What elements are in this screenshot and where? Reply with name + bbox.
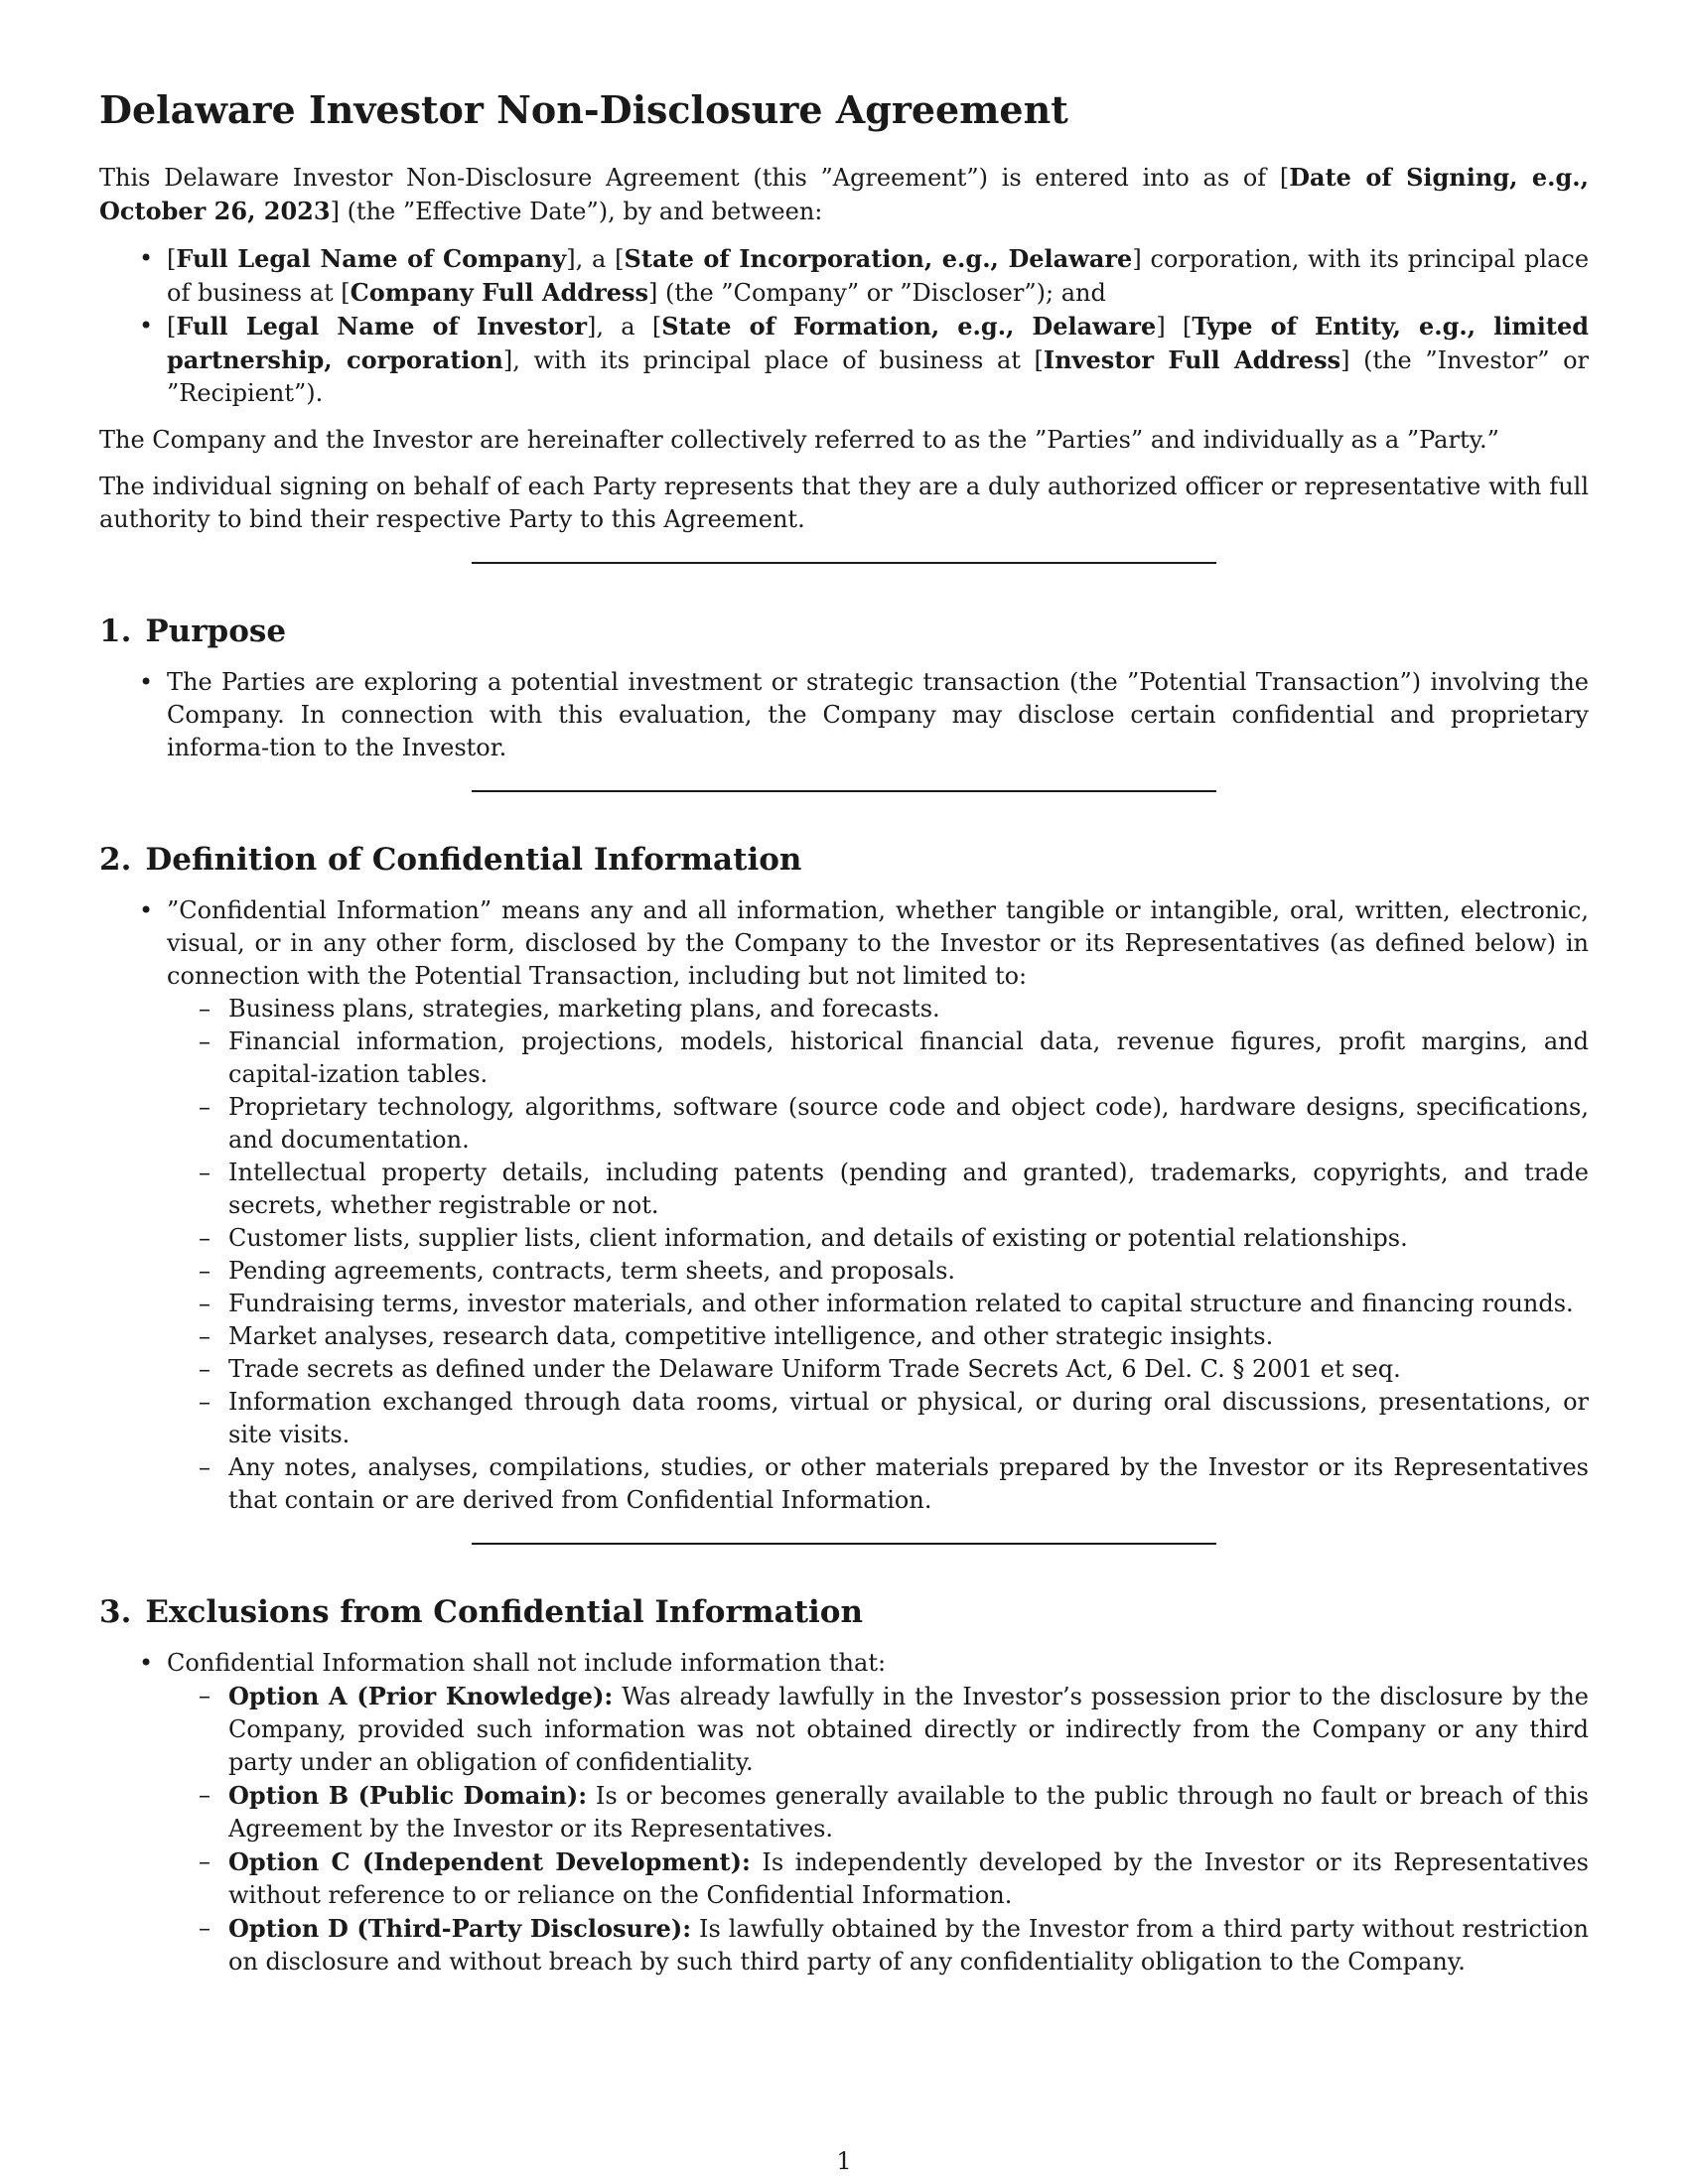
list-item: – Option C (Independent Development): Is independently developed by the Investor or its Representatives without reference to or reliance on the Confidential Information. [228,1845,1589,1912]
section-divider [472,562,1216,564]
list-item: – Proprietary technology, algorithms, software (source code and object code), hardware designs, specifications, and documentation. [228,1091,1589,1157]
section-heading-purpose: 1. Purpose [99,613,287,649]
definition-sublist [167,993,1589,1517]
party-company: • [Full Legal Name of Company], a [State of Incorporation, e.g., Delaware] corporation, with its principal place of business at [Company Full Address] (the ”Company” or ”Discloser”); and [167,242,1589,310]
exclusions-item: • Confidential Information shall not include information that: – Option A (Prior Knowledge): Was already lawfully in the Investor’s possession prior to the disclosure by the Company, provided such information was not obtained directly or indirectly from the Company or any third party under an obligation of confidentiality. – Option B (Public Domain): Is or becomes generally available to the public through no fault or breach of this Agreement by the Investor or its Representatives. – Option C (Independent Development): Is independently developed by the Investor or its Representatives without reference to or reliance on the Confidential Information. – Option D (Third-Party Disclosure): Is lawfully obtained by the Investor from a third party without restriction on disclosure and without breach by such third party of any confidentiality obligation to the Company. [167,1647,1589,1979]
document-title: Delaware Investor Non-Disclosure Agreement [99,87,1068,132]
section-heading-exclusions: 3. Exclusions from Confidential Information [99,1593,864,1630]
placeholder-date: Date of Signing, e.g., October 26, 2023 [99,162,1589,225]
party-investor: • [Full Legal Name of Investor], a [State of Formation, e.g., Delaware] [Type of Entity, e.g., limited partnership, corporation], with its principal place of business at [Investor Full Address] (the ”Investor” or ”Recipient”). [167,310,1589,410]
section-divider [472,1543,1216,1545]
definition-list [99,894,1589,1517]
authority-paragraph: The individual signing on behalf of each Party represents that they are a duly authorized officer or representative with full authority to bind their respective Party to this Agreement. [99,472,1589,533]
section-divider [472,790,1216,792]
list-item: – Customer lists, supplier lists, client information, and details of existing or potential relationships. [228,1222,1589,1255]
page-number: 1 [836,2147,852,2175]
list-item: – Option A (Prior Knowledge): Was already lawfully in the Investor’s possession prior to the disclosure by the Company, provided such information was not obtained directly or indirectly from the Company or any third party under an obligation of confidentiality. [228,1680,1589,1779]
section-heading-definition: 2. Definition of Confidential Information [99,841,802,878]
list-item: – Financial information, projections, models, historical financial data, revenue figures, profit margins, and capital-ization tables. [228,1025,1589,1091]
list-item: – Option B (Public Domain): Is or becomes generally available to the public through no fault or breach of this Agreement by the Investor or its Representatives. [228,1779,1589,1845]
parties-list [99,242,1589,410]
list-item: – Intellectual property details, including patents (pending and granted), trademarks, copyrights, and trade secrets, whether registrable or not. [228,1157,1589,1222]
list-item: – Market analyses, research data, competitive intelligence, and other strategic insights. [228,1320,1589,1353]
list-item: – Trade secrets as defined under the Delaware Uniform Trade Secrets Act, 6 Del. C. § 2001 et seq. [228,1353,1589,1386]
purpose-list [99,666,1589,764]
list-item: – Any notes, analyses, compilations, studies, or other materials prepared by the Investor or its Representatives that contain or are derived from Confidential Information. [228,1451,1589,1517]
document-page [99,87,1589,1992]
purpose-item: • The Parties are exploring a potential investment or strategic transaction (the ”Potential Transaction”) involving the Company. In connection with this evaluation, the Company may disclose certain confidential and proprietary informa-tion to the Investor. [167,666,1589,764]
exclusions-sublist [167,1680,1589,1979]
list-item: – Information exchanged through data rooms, virtual or physical, or during oral discussions, presentations, or site visits. [228,1386,1589,1451]
list-item: – Pending agreements, contracts, term sheets, and proposals. [228,1255,1589,1288]
intro-paragraph: This Delaware Investor Non-Disclosure Agreement (this ”Agreement”) is entered into as of [Date of Signing, e.g., October 26, 2023] (the ”Effective Date”), by and between: [99,162,1589,225]
list-item: – Option D (Third-Party Disclosure): Is lawfully obtained by the Investor from a third party without restriction on disclosure and without breach by such third party of any confidentiality obligation to the Company. [228,1912,1589,1979]
list-item: – Fundraising terms, investor materials, and other information related to capital structure and financing rounds. [228,1288,1589,1320]
exclusions-list [99,1647,1589,1979]
parties-definition-paragraph: The Company and the Investor are hereinafter collectively referred to as the ”Parties” and individually as a ”Party.” [99,425,1499,454]
definition-item: • ”Confidential Information” means any and all information, whether tangible or intangible, oral, written, electronic, visual, or in any other form, disclosed by the Company to the Investor or its Representatives (as defined below) in connection with the Potential Transaction, including but not limited to: – Business plans, strategies, marketing plans, and forecasts. – Financial information, projections, models, historical financial data, revenue figures, profit margins, and capital-ization tables. – Proprietary technology, algorithms, software (source code and object code), hardware designs, specifications, and documentation. – Intellectual property details, including patents (pending and granted), trademarks, copyrights, and trade secrets, whether registrable or not. – Customer lists, supplier lists, client information, and details of existing or potential relationships. – Pending agreements, contracts, term sheets, and proposals. – Fundraising terms, investor materials, and other information related to capital structure and financing rounds. – Market analyses, research data, competitive intelligence, and other strategic insights. – Trade secrets as defined under the Delaware Uniform Trade Secrets Act, 6 Del. C. § 2001 et seq. – Information exchanged through data rooms, virtual or physical, or during oral discussions, presentations, or site visits. – Any notes, analyses, compilations, studies, or other materials prepared by the Investor or its Representatives that contain or are derived from Confidential Information. [167,894,1589,1517]
list-item: – Business plans, strategies, marketing plans, and forecasts. [228,993,1589,1025]
